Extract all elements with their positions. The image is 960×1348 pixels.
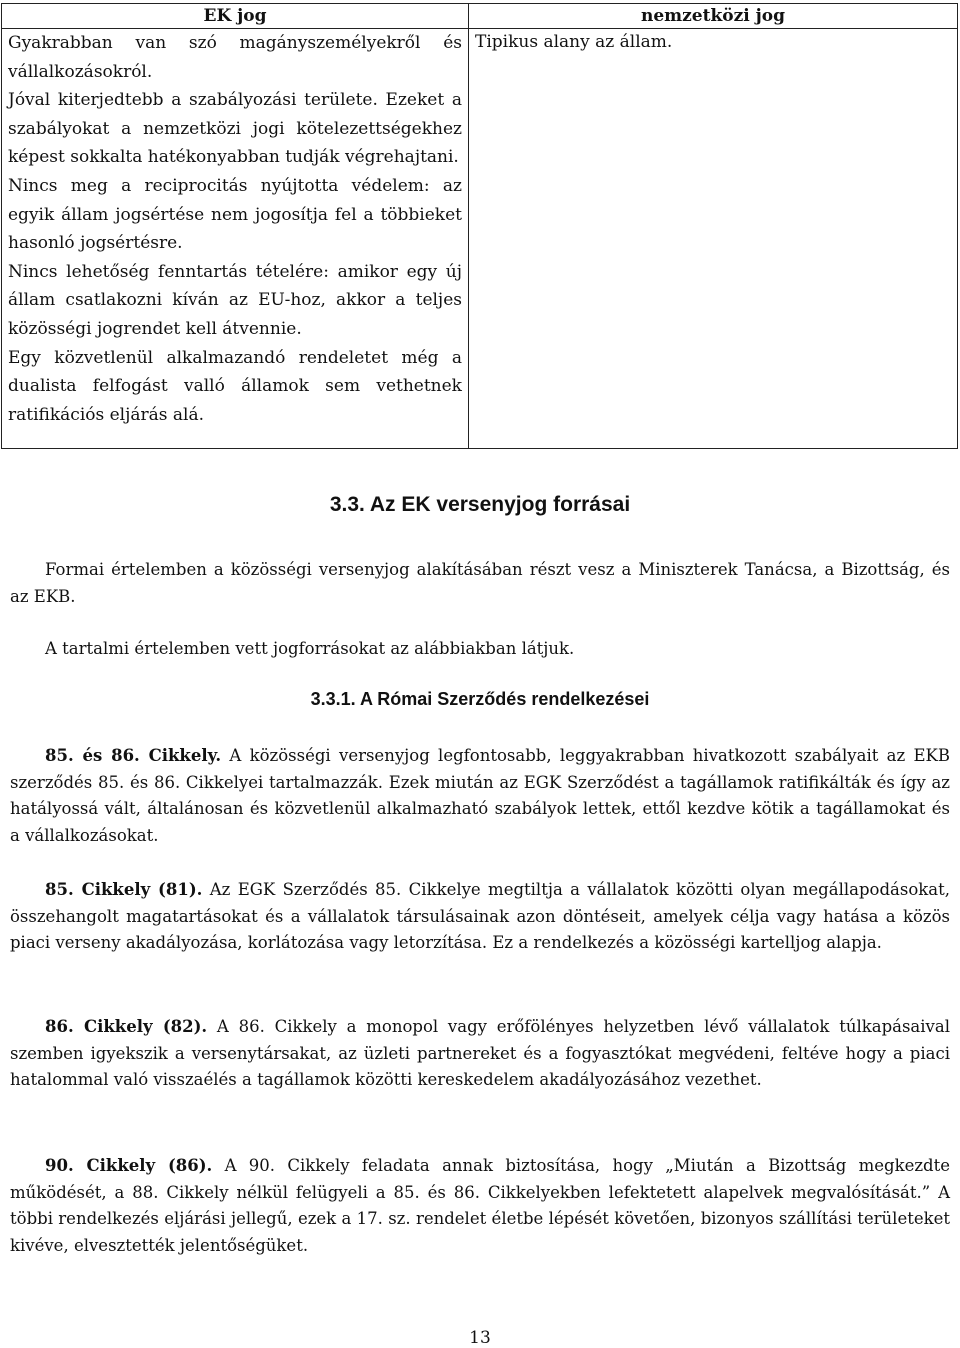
intro-paragraph: A tartalmi értelemben vett jogforrásokat az alábbiakban látjuk. <box>45 639 575 658</box>
article-paragraph <box>10 1014 950 1094</box>
article-text: A 90. Cikkely feladata annak biztosítása, hogy „Miután a Bizottság megkezdte működését, a 88. Cikkely nélkül felügyeli a 85. és 86. Cikkelyekben lefektetett alapelvek megvalósítását.” A többi rendelkezés eljárási jellegű, ezek a 17. sz. rendelet életbe lépését követően, bizonyos szállítási területeket kivéve, elvesztették jelentőségüket. <box>10 1156 950 1255</box>
ek-jog-item: Jóval kiterjedtebb a szabályozási területe. Ezeket a szabályokat a nemzetközi jogi kötelezettségekhez képest sokkalta hatékonyabban tudják végrehajtani. <box>8 90 462 168</box>
article-heading: 90. Cikkely (86). <box>45 1156 213 1175</box>
ek-jog-item: Nincs lehetőség fenntartás tételére: amikor egy új állam csatlakozni kíván az EU-hoz, akkor a teljes közösségi jogrendet kell átvennie. <box>8 261 462 339</box>
article-text: A közösségi versenyjog legfontosabb, leggyakrabban hivatkozott szabályait az EKB szerződés 85. és 86. Cikkelyei tartalmazzák. Ezek miután az EGK Szerződést a tagállamok ratifikálták és így az hatályossá vált, általánosan és közvetlenül alkalmazható szabályok lettek, ettől kezdve kötik a tagállamokat és a vállalkozásokat. <box>10 746 950 845</box>
nemzetkozi-jog-cell <box>469 29 958 449</box>
ek-jog-item: Gyakrabban van szó magányszemélyekről és vállalkozásokról. <box>8 33 462 82</box>
article-paragraph <box>10 877 950 957</box>
subsection-title: 3.3.1. A Római Szerződés rendelkezései <box>310 689 650 709</box>
nemzetkozi-jog-text: Tipikus alany az állam. <box>475 32 673 52</box>
article-text: A 86. Cikkely a monopol vagy erőfölényes helyzetben lévő vállalatok túlkapásaival szemben igyekszik a versenytársakat, az üzleti partnereket és a fogyasztókat megvédeni, feltéve hogy a piaci hatalommal való visszaélés a tagállamok közötti kereskedelem akadályozásához vezethet. <box>10 1017 950 1089</box>
comparison-table <box>1 3 958 449</box>
article-heading: 86. Cikkely (82). <box>45 1017 208 1036</box>
article-text: Az EGK Szerződés 85. Cikkelye megtiltja a vállalatok közötti olyan megállapodásokat, összehangolt magatartásokat és a vállalatok társulásainak azon döntéseit, amelyek célja vagy hatása a közös piaci verseny akadályozása, korlátozása vagy letorzítása. Ez a rendelkezés a közösségi kartelljog alapja. <box>10 880 950 952</box>
ek-jog-cell <box>2 29 469 449</box>
article-paragraph <box>10 743 950 849</box>
page-number: 13 <box>469 1328 491 1348</box>
article-heading: 85. és 86. Cikkely. <box>45 746 222 765</box>
ek-jog-item: Egy közvetlenül alkalmazandó rendeletet még a dualista felfogást valló államok sem vethetnek ratifikációs eljárás alá. <box>8 347 462 425</box>
article-paragraph <box>10 1153 950 1259</box>
header-nemzetkozi-jog: nemzetközi jog <box>469 4 958 29</box>
section-title: 3.3. Az EK versenyjog forrásai <box>329 493 631 516</box>
article-heading: 85. Cikkely (81). <box>45 880 203 899</box>
header-ek-jog: EK jog <box>2 4 469 29</box>
intro-paragraph: Formai értelemben a közösségi versenyjog alakításában részt vesz a Miniszterek Tanácsa, a Bizottság, és az EKB. <box>10 560 950 606</box>
ek-jog-item: Nincs meg a reciprocitás nyújtotta védelem: az egyik állam jogsértése nem jogosítja fel a többieket hasonló jogsértésre. <box>8 175 462 254</box>
